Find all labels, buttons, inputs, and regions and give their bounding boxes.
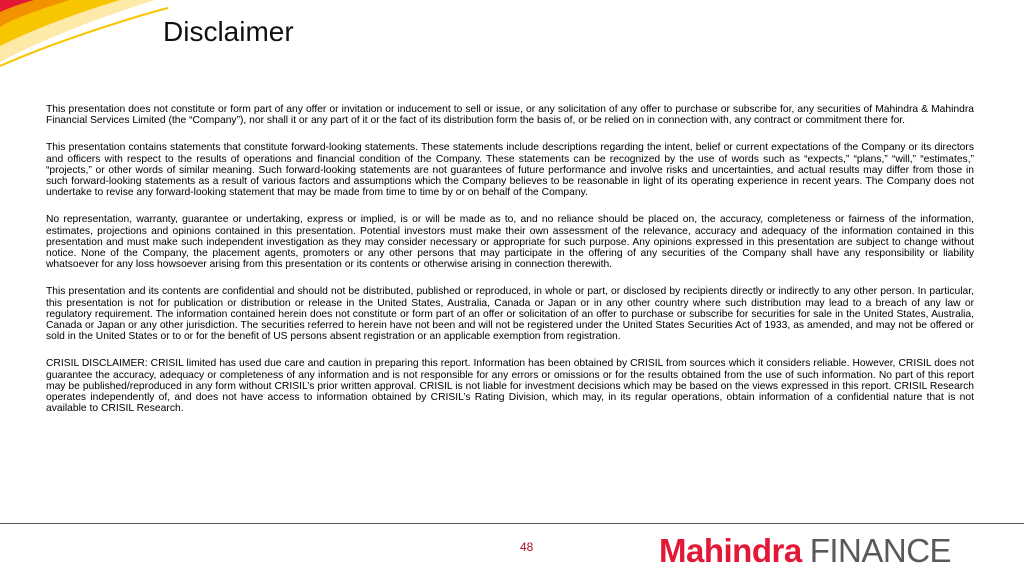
disclaimer-paragraph-crisil: CRISIL DISCLAIMER: CRISIL limited has used due care and caution in preparing this report. Information has been obtained by CRISIL from sources which it considers reliable. However, CRISIL does not guarantee the accuracy, adequacy or completeness of any information and is not responsible for any errors or omissions or for the results obtained from the use of such information. No part of this report may be published/reproduced in any form without CRISIL’s prior written approval. CRISIL is not liable for investment decisions which may be based on the views expressed in this report. CRISIL Research operates independently of, and does not have access to information obtained by CRISIL’s Rating Division, which may, in its regular operations, obtain information of a confidential nature that is not available to CRISIL Research.: [46, 358, 974, 415]
disclaimer-paragraph-forward-looking: This presentation contains statements that constitute forward-looking statements. These statements include descriptions regarding the intent, belief or current expectations of the Company or its directors and officers with respect to the results of operations and financial condition of the Company. These statements can be recognized by the use of words such as “expects,” “plans,” “will,” “estimates,” “projects,” or other words of similar meaning. Such forward-looking statements are not guarantees of future performance and involve risks and uncertainties, and actual results may differ from those in such forward-looking statements as a result of various factors and assumptions which the Company believes to be reasonable in light of its operating experience in recent years. The Company does not undertake to revise any forward-looking statement that may be made from time to time by or on behalf of the Company.: [46, 142, 974, 199]
disclaimer-paragraph-offer: This presentation does not constitute or form part of any offer or invitation or inducement to sell or issue, or any solicitation of any offer to purchase or subscribe for, any securities of Mahindra & Mahindra Financial Services Limited (the “Company”), nor shall it or any part of it or the fact of its distribution form the basis of, or be relied on in connection with, any contract or commitment there for.: [46, 104, 974, 127]
disclaimer-paragraph-no-representation: No representation, warranty, guarantee or undertaking, express or implied, is or will be made as to, and no reliance should be placed on, the accuracy, completeness or fairness of the information, estimates, projections and opinions contained in this presentation. Potential investors must make their own assessment of the relevance, accuracy and adequacy of the information contained in this presentation and must make such independent investigation as they may consider necessary or appropriate for such purpose. Any opinions expressed in this presentation are subject to change without notice. None of the Company, the placement agents, promoters or any other persons that may participate in the offering of any securities of the Company shall have any responsibility or liability whatsoever for any loss howsoever arising from this presentation or its contents or otherwise arising in connection therewith.: [46, 214, 974, 271]
brand-name: Mahindra: [659, 532, 802, 569]
brand-suffix: FINANCE: [809, 532, 952, 569]
page-title: Disclaimer: [163, 16, 294, 47]
page-number: 48: [520, 540, 534, 554]
disclaimer-paragraph-confidential: This presentation and its contents are confidential and should not be distributed, published or reproduced, in whole or part, or disclosed by recipients directly or indirectly to any other person. In particular, this presentation is not for publication or distribution or release in the United States, Australia, Canada or Japan or in any other country where such distribution may lead to a breach of any law or regulatory requirement. The information contained herein does not constitute or form part of an offer or solicitation of an offer to purchase or subscribe for securities for sale in the United States, Australia, Canada or Japan or any other jurisdiction. The securities referred to herein have not been and will not be registered under the United States Securities Act of 1933, as amended, and may not be offered or sold in the United States or to or for the benefit of US persons absent registration or an applicable exemption from registration.: [46, 286, 974, 343]
mahindra-finance-logo: [659, 533, 951, 569]
footer-divider: [0, 523, 1024, 524]
corner-swoosh-decoration: [0, 0, 170, 80]
disclaimer-body: [46, 104, 974, 430]
